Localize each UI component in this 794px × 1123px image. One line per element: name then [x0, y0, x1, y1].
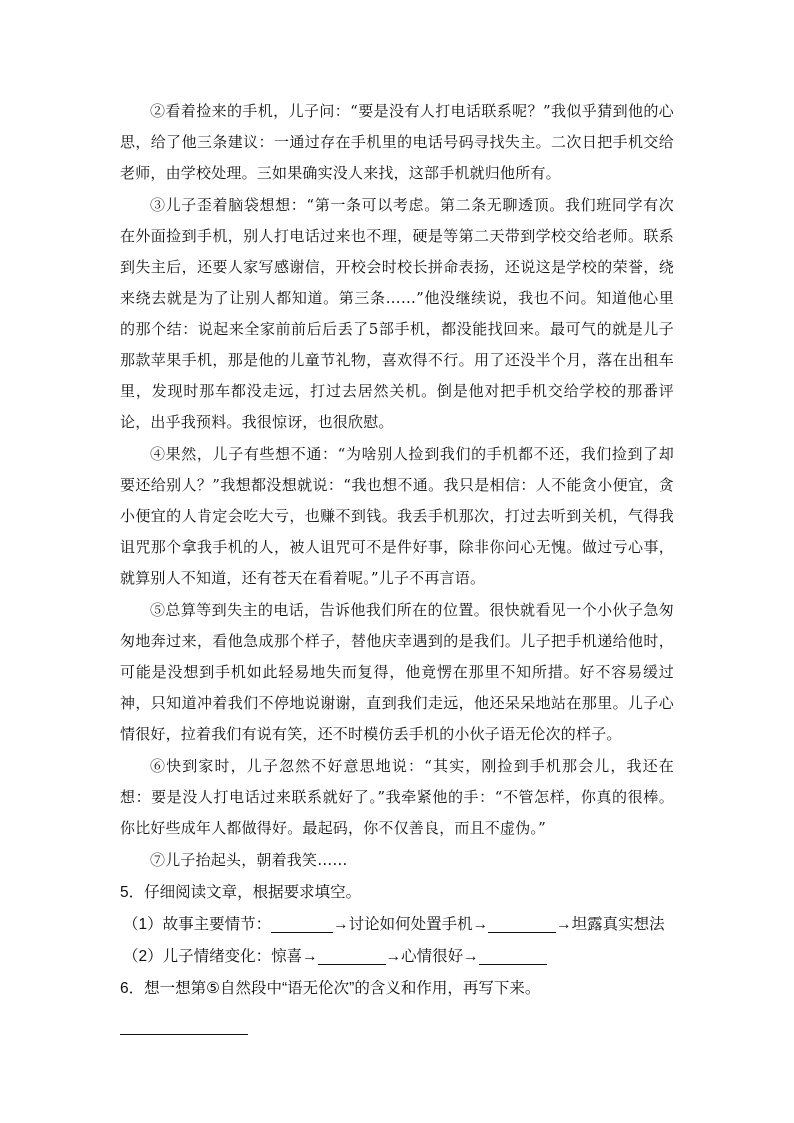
- paragraph-3: ③儿子歪着脑袋想想：“第一条可以考虑。第二条无聊透顶。我们班同学有次在外面捡到手机，别人打电话过来也不理，硬是等第二天带到学校交给老师。联系到失主后，还要人家写感谢信，开校会时校长拼命表扬，还说这是学校的荣誉，绕来绕去就是为了让别人都知道。第三条……”他没继续说，我也不问。知道他心里的那个结：说起来全家前前后后丢了5部手机，都没能找回来。最可气的就是儿子那款苹果手机，那是他的儿童节礼物，喜欢得不行。用了还没半个月，落在出租车里，发现时那车都没走远，打过去居然关机。倒是他对把手机交给学校的那番评论，出乎我预料。我很惊讶，也很欣慰。: [120, 196, 674, 431]
- blank-5-2-a[interactable]: [318, 946, 386, 965]
- paragraph-7: ⑦儿子抬起头，朝着我笑……: [150, 851, 348, 869]
- answer-line-6[interactable]: [120, 1014, 248, 1035]
- question-5-1-prefix: （1）故事主要情节：: [123, 916, 272, 933]
- question-5-1: [120, 909, 674, 940]
- question-5-2-middle: →心情很好→: [385, 948, 479, 965]
- blank-5-1-b[interactable]: [488, 914, 556, 933]
- question-6: 6．想一想第⑤自然段中“语无伦次”的含义和作用，再写下来。: [120, 980, 541, 997]
- paragraph-2: ②看着捡来的手机，儿子问：“要是没有人打电话联系呢？”我似乎猜到他的心思，给了他三条建议：一通过存在手机里的电话号码寻找失主。二次日把手机交给老师，由学校处理。三如果确实没人来找，这部手机就归他所有。: [120, 102, 674, 182]
- blank-5-2-b[interactable]: [479, 946, 547, 965]
- question-5-1-suffix: →坦露真实想法: [556, 916, 665, 933]
- paragraph-6: ⑥快到家时，儿子忽然不好意思地说：“其实，刚捡到手机那会儿，我还在想：要是没人打电话过来联系就好了。”我牵紧他的手：“不管怎样，你真的很棒。你比好些成年人都做得好。最起码，你不仅善良，而且不虚伪。”: [120, 757, 674, 837]
- question-5: 5．仔细阅读文章，根据要求填空。: [120, 884, 362, 901]
- blank-5-1-a[interactable]: [271, 914, 333, 933]
- question-5-2-prefix: （2）儿子情绪变化：惊喜→: [123, 948, 318, 965]
- question-5-2: [120, 941, 674, 972]
- paragraph-5: ⑤总算等到失主的电话，告诉他我们所在的位置。很快就看见一个小伙子急匆匆地奔过来，看他急成那个样子，替他庆幸遇到的是我们。儿子把手机递给他时，可能是没想到手机如此轻易地失而复得，他竟愣在那里不知所措。好不容易缓过神，只知道冲着我们不停地说谢谢，直到我们走远，他还呆呆地站在那里。儿子心情很好，拉着我们有说有笑，还不时模仿丢手机的小伙子语无伦次的样子。: [120, 601, 674, 743]
- paragraph-4: ④果然，儿子有些想不通：“为啥别人捡到我们的手机都不还，我们捡到了却要还给别人？”我想都没想就说：“我也想不通。我只是相信：人不能贪小便宜，贪小便宜的人肯定会吃大亏，也赚不到钱。我丢手机那次，打过去听到关机，气得我诅咒那个拿我手机的人，被人诅咒可不是件好事，除非你问心无愧。做过亏心事，就算别人不知道，还有苍天在看着呢。”儿子不再言语。: [120, 445, 674, 587]
- question-5-1-middle: →讨论如何处置手机→: [333, 916, 489, 933]
